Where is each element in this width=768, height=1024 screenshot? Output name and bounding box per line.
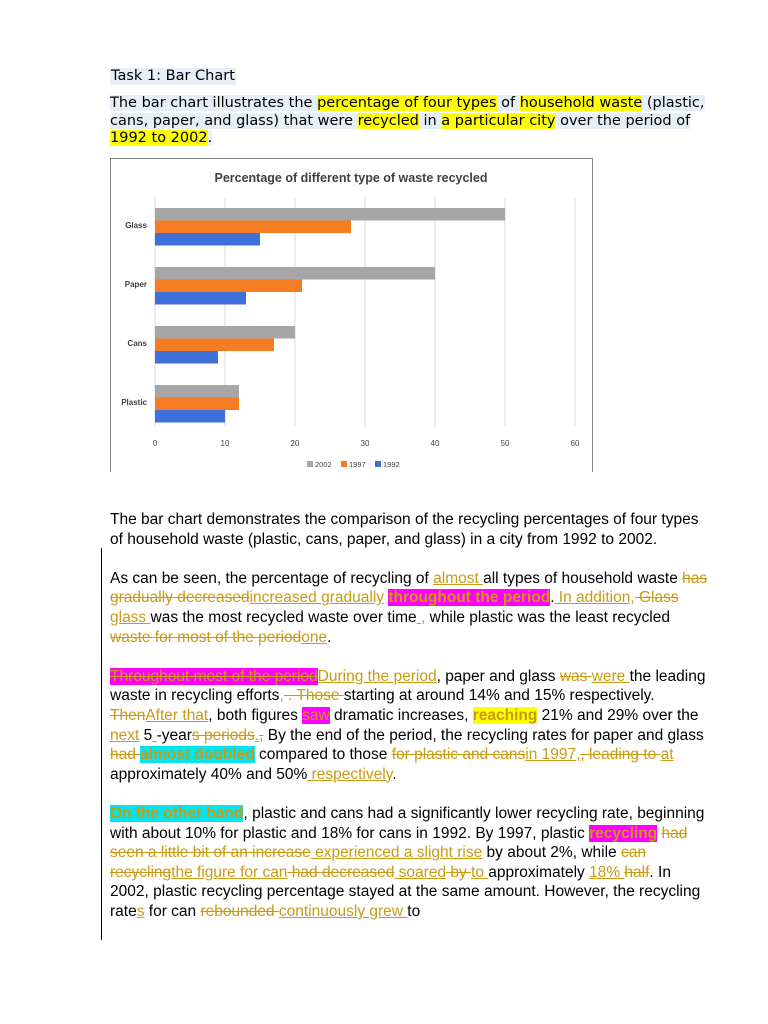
y-tick-label: Plastic [121, 398, 147, 407]
inserted-text: were [591, 667, 630, 685]
legend-swatch [375, 461, 381, 467]
bar-plastic-1997 [155, 398, 239, 411]
legend-swatch [307, 461, 313, 467]
x-tick-label: 20 [290, 439, 300, 448]
deleted-text: has gradually decreased [110, 569, 708, 607]
task-title: Task 1: Bar Chart [111, 68, 235, 84]
intro-text: . [207, 130, 213, 146]
bar-chart [111, 159, 592, 472]
text: plastic recycling percentage stayed at the same amount. However, [148, 883, 609, 901]
text: compared to those [254, 746, 392, 764]
deleted-text: had seen a little bit of an increase [110, 824, 688, 862]
inserted-text: 18% [589, 863, 625, 881]
text: . [550, 589, 555, 607]
text: to [407, 902, 421, 920]
bar-plastic-2002 [155, 385, 239, 398]
inserted-text: in 1997, [525, 746, 581, 764]
deleted-text: by [446, 863, 472, 881]
inserted-text: . [254, 726, 260, 744]
legend-label: 2002 [315, 460, 332, 469]
bar-paper-2002 [155, 267, 435, 280]
deleted-text: had [110, 746, 141, 764]
highlight-magenta: saw [302, 706, 330, 724]
text: approximately 40% and 50% [110, 765, 308, 783]
bar-cans-1997 [155, 339, 274, 352]
text: while plastic was the least recycled [425, 608, 670, 626]
intro-text: (plastic, cans, paper, and glass) that were [110, 95, 705, 129]
x-tick-label: 10 [220, 439, 230, 448]
chart-image [110, 158, 593, 472]
inserted-text: increased gradually [249, 589, 385, 607]
text: . In 2002, [110, 863, 671, 901]
text: starting at around 14% and 15% respectively. [343, 687, 655, 705]
text: approximately [488, 863, 590, 881]
inserted-text: soared [394, 863, 447, 881]
deleted-text: , leading to [580, 746, 661, 764]
inserted-text: to [471, 863, 489, 881]
intro-text: The bar chart illustrates the [110, 95, 318, 111]
x-tick-label: 60 [570, 439, 580, 448]
highlight: a particular city [441, 112, 556, 129]
text: by about 2%, [482, 844, 578, 862]
text: 5 [139, 726, 153, 744]
deleted-text: waste for most of the period [110, 628, 302, 646]
highlight: percentage of four types [317, 95, 497, 111]
text: , plastic and cans had a significantly lower recycling rate, beginning with about 10% for plastic and 18% for cans in 1992. [110, 804, 705, 842]
text: 21% and 29% over the [537, 706, 699, 724]
bar-cans-1992 [155, 351, 218, 364]
deleted-text: rebounded [200, 902, 279, 920]
inserted-text: the figure for can [171, 863, 288, 881]
deleted-text: half [624, 863, 650, 881]
deleted-text: Throughout most of the period [110, 667, 318, 685]
text: the recycling rate [110, 883, 701, 920]
deleted-text: can recycling [110, 844, 646, 881]
essay-paragraph-2 [110, 569, 714, 647]
legend-label: 1992 [383, 460, 400, 469]
inserted-text: one [301, 628, 328, 646]
change-bar [101, 548, 102, 940]
inserted-text: s [136, 902, 145, 920]
essay-paragraph-4 [110, 804, 714, 922]
highlight-cyan: On the other hand [110, 804, 244, 822]
bar-glass-1997 [155, 221, 351, 234]
inserted-text: During the period [317, 667, 437, 685]
bar-paper-1997 [155, 280, 302, 293]
text: all types of household waste [483, 569, 683, 587]
deleted-text: , [259, 726, 264, 744]
text: -year [156, 726, 192, 744]
text: As can be seen, the percentage of recycling of [110, 569, 434, 587]
bar-glass-1992 [155, 233, 260, 246]
essay-paragraph-1: The bar chart demonstrates the comparison of the recycling percentages of four types of household waste (plastic, cans, paper, and glass) in a city from 1992 to 2002. [110, 511, 699, 548]
inserted-text: In addition, [554, 589, 635, 607]
text: . [327, 628, 332, 646]
essay-paragraph-3 [110, 667, 714, 785]
intro-text: in [418, 112, 442, 129]
highlight: 1992 to 2002 [110, 130, 208, 146]
inserted-text: almost [433, 569, 484, 587]
text: . [392, 765, 397, 783]
intro-text: of [496, 95, 520, 111]
highlight-yellow: reaching [472, 706, 538, 724]
bar-paper-1992 [155, 292, 246, 305]
inserted-text: at [660, 746, 674, 764]
x-tick-label: 0 [152, 439, 158, 448]
inserted-text: respectively [307, 765, 393, 783]
inserted-text: After that [145, 706, 209, 724]
highlight-magenta: recycling [589, 824, 658, 842]
text: , both figures [208, 706, 303, 724]
bar-glass-2002 [155, 208, 505, 221]
essay [110, 510, 714, 941]
deleted-text: for plastic and cans [391, 746, 526, 764]
text: was the most recycled waste over time [150, 608, 417, 626]
highlight: recycled [357, 112, 419, 129]
deleted-text: Glass [634, 589, 679, 607]
legend-swatch [341, 461, 347, 467]
inserted-text: glass [110, 608, 151, 626]
inserted-text: , [279, 687, 284, 705]
legend-label: 1997 [349, 460, 366, 469]
deleted-text: had decreased [287, 863, 395, 881]
y-tick-label: Cans [127, 339, 147, 348]
text: while [577, 844, 621, 862]
deleted-text: . Those [283, 687, 344, 705]
highlight-cyan: almost doubled [140, 746, 255, 764]
highlight-magenta: throughout the period [388, 589, 551, 607]
x-tick-label: 50 [500, 439, 510, 448]
x-tick-label: 40 [430, 439, 440, 448]
intro-paragraph [110, 95, 716, 148]
text: , paper and glass [436, 667, 560, 685]
y-tick-label: Paper [124, 280, 147, 289]
x-tick-label: 30 [360, 439, 370, 448]
deleted-text: s periods [191, 726, 255, 744]
inserted-text: next [110, 726, 140, 744]
inserted-text: experienced a slight rise [310, 844, 483, 862]
chart-title: Percentage of different type of waste recycled [214, 171, 488, 185]
highlight: household waste [519, 95, 643, 111]
deleted-text: was [559, 667, 592, 685]
inserted-text: continuously grew [278, 902, 408, 920]
inserted-text: By 1997, plastic [471, 824, 590, 842]
y-tick-label: Glass [125, 221, 147, 230]
text: dramatic increases, [329, 706, 473, 724]
deleted-text: Then [110, 706, 146, 724]
text: By the end of the period, the recycling rates for paper and glass [263, 726, 704, 744]
bar-cans-2002 [155, 326, 295, 339]
inserted-text: , [416, 608, 426, 626]
text: for can [144, 902, 201, 920]
intro-text: over the period of [555, 112, 691, 129]
text: the leading waste in recycling efforts [110, 667, 706, 705]
bar-plastic-1992 [155, 410, 225, 423]
